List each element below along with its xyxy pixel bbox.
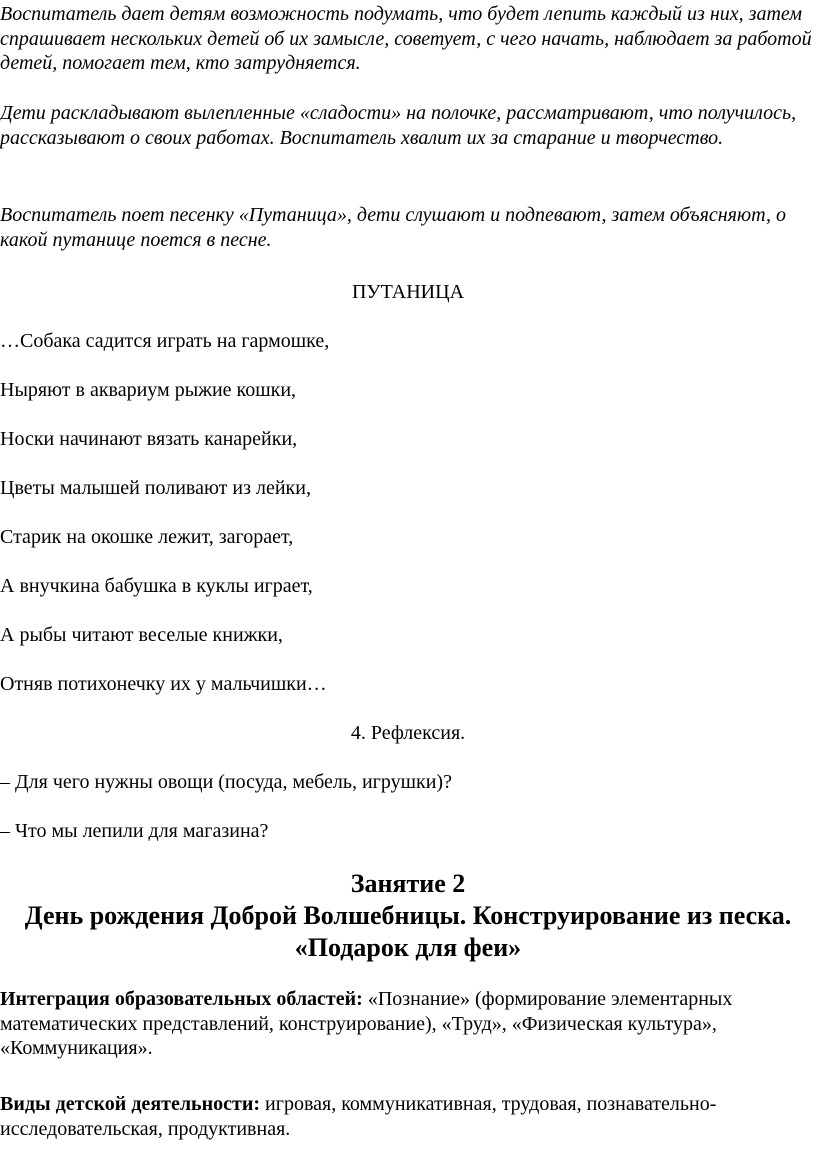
activities-paragraph	[0, 1092, 780, 1141]
reflection-question: – Для чего нужны овощи (посуда, мебель, игрушки)?	[0, 771, 452, 793]
lesson-number: Занятие 2	[350, 869, 466, 898]
intro-paragraph: Дети раскладывают вылепленные «сладости» на полочке, рассматривают, что получилось, рассказывают о своих работах. Воспитатель хвалит их за старание и творчество.	[0, 102, 797, 149]
reflection-question: – Что мы лепили для магазина?	[0, 820, 269, 842]
poem-line: А рыбы читают веселые книжки,	[0, 624, 283, 646]
poem-line: Старик на окошке лежит, загорает,	[0, 526, 294, 548]
poem-title: ПУТАНИЦА	[351, 281, 465, 303]
reflection-title: 4. Рефлексия.	[350, 722, 466, 744]
integration-label: Интеграция образовательных областей:	[0, 988, 363, 1010]
poem-line: Носки начинают вязать канарейки,	[0, 428, 298, 450]
lesson-title: День рождения Доброй Волшебницы. Конструирование из песка. «Подарок для феи»	[24, 901, 792, 962]
intro-paragraph: Воспитатель дает детям возможность подумать, что будет лепить каждый из них, затем спрашивает нескольких детей об их замысле, советует, с чего начать, наблюдает за работой детей, помогает тем, кто затрудняется.	[0, 3, 812, 74]
integration-paragraph	[0, 987, 780, 1061]
intro-paragraph: Воспитатель поет песенку «Путаница», дети слушают и подпевают, затем объясняют, о какой путанице поется в песне.	[0, 204, 787, 251]
activities-label: Виды детской деятельности:	[0, 1093, 261, 1115]
activities-text: игровая, коммуникативная, трудовая, познавательно-исследовательская, продуктивная.	[0, 1093, 717, 1140]
poem-line: Ныряют в аквариум рыжие кошки,	[0, 379, 297, 401]
poem-line: …Собака садится играть на гармошке,	[0, 330, 330, 352]
integration-text: «Познание» (формирование элементарных математических представлений, конструирование), «Труд», «Физическая культура», «Коммуникация».	[0, 988, 733, 1059]
poem-line: Отняв потихонечку их у мальчишки…	[0, 673, 327, 695]
poem-line: А внучкина бабушка в куклы играет,	[0, 575, 313, 597]
poem-line: Цветы малышей поливают из лейки,	[0, 477, 311, 499]
